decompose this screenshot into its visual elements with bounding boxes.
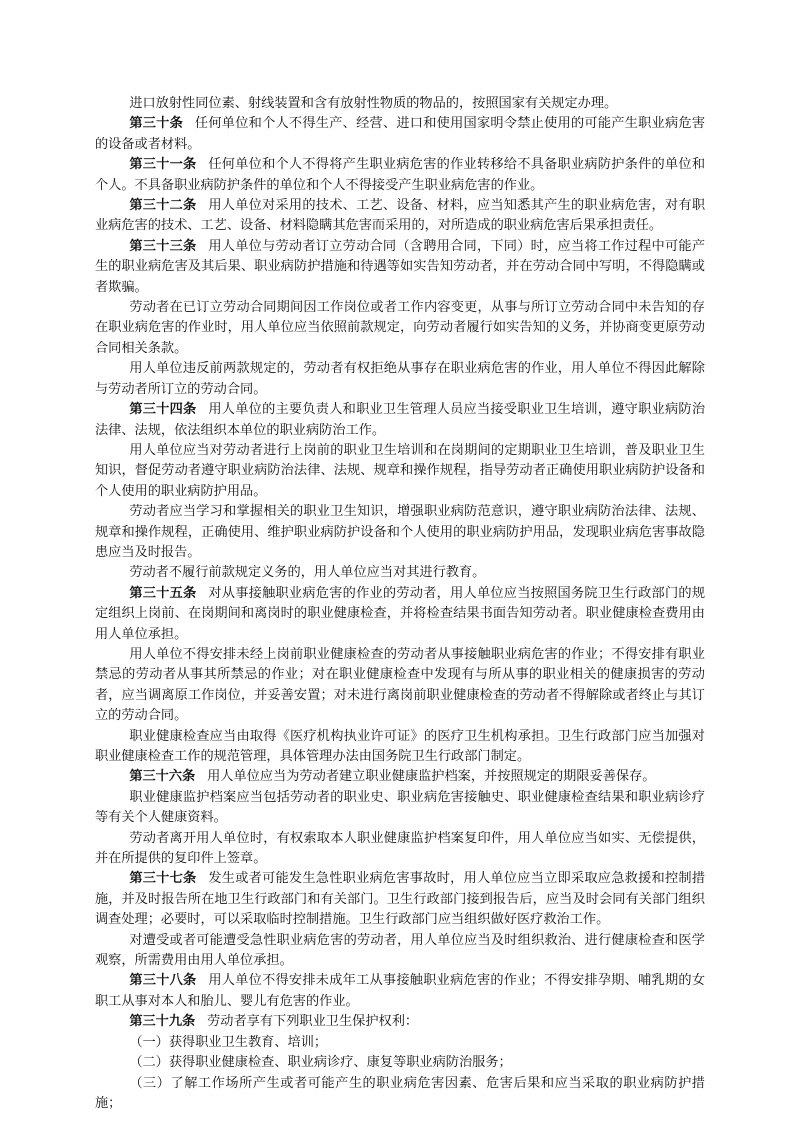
article-number: 第三十一条	[129, 157, 197, 173]
paragraph	[95, 584, 705, 645]
paragraph-text: 劳动者不履行前款规定义务的，用人单位应当对其进行教育。	[129, 565, 486, 581]
paragraph	[95, 767, 705, 787]
paragraph	[95, 1074, 705, 1115]
paragraph-text: 劳动者在已订立劳动合同期间因工作岗位或者工作内容变更，从事与所订立劳动合同中未告知的存在职业病危害的作业时，用人单位应当依照前款规定，向劳动者履行如实告知的义务，并协商变更原劳动合同相关条款。	[95, 300, 705, 356]
paragraph	[95, 359, 705, 400]
paragraph	[95, 645, 705, 727]
paragraph-text: 劳动者应当学习和掌握相关的职业卫生知识，增强职业病防范意识，遵守职业病防治法律、法规、规章和操作规程，正确使用、维护职业病防护设备和个人使用的职业病防护用品，发现职业病危害事故隐患应当及时报告。	[95, 504, 705, 560]
paragraph-text: 用人单位应当为劳动者建立职业健康监护档案，并按照规定的期限妥善保存。	[207, 769, 656, 785]
paragraph	[95, 869, 705, 930]
paragraph-text: 用人单位对采用的技术、工艺、设备、材料，应当知悉其产生的职业病危害，对有职业病危害的技术、工艺、设备、材料隐瞒其危害而采用的，对所造成的职业病危害后果承担责任。	[95, 198, 706, 234]
paragraph-text: 发生或者可能发生急性职业病危害事故时，用人单位应当立即采取应急救援和控制措施，并及时报告所在地卫生行政部门和有关部门。卫生行政部门接到报告后，应当及时会同有关部门组织调查处理；必要时，可以采取临时控制措施。卫生行政部门应当组织做好医疗救治工作。	[95, 871, 706, 928]
article-number: 第三十七条	[129, 871, 197, 887]
paragraph	[95, 1053, 705, 1073]
paragraph-text: 职业健康监护档案应当包括劳动者的职业史、职业病危害接触史、职业健康检查结果和职业病诊疗等有关个人健康资料。	[95, 789, 705, 826]
paragraph	[95, 788, 705, 829]
paragraph-text: 用人单位不得安排未成年工从事接触职业病危害的作业；不得安排孕期、哺乳期的女职工从事对本人和胎儿、婴儿有危害的作业。	[95, 973, 706, 1009]
paragraph-text: 劳动者享有下列职业卫生保护权利：	[207, 1014, 419, 1030]
paragraph	[95, 1012, 705, 1032]
article-number: 第三十六条	[129, 769, 196, 785]
article-number: 第三十四条	[129, 402, 197, 418]
paragraph	[95, 931, 705, 972]
article-number: 第三十八条	[129, 973, 197, 989]
paragraph-text: 进口放射性同位素、射线装置和含有放射性物质的物品的，按照国家有关规定办理。	[129, 96, 618, 111]
article-number: 第三十条	[129, 116, 184, 132]
paragraph	[95, 502, 705, 563]
paragraph	[95, 400, 705, 441]
paragraph-text: 用人单位应当对劳动者进行上岗前的职业卫生培训和在岗期间的定期职业卫生培训，普及职业卫生知识，督促劳动者遵守职业病防治法律、法规、规章和操作规程，指导劳动者正确使用职业病防护设备和个人使用的职业病防护用品。	[95, 442, 705, 499]
paragraph-text: 职业健康检查应当由取得《医疗机构执业许可证》的医疗卫生机构承担。卫生行政部门应当加强对职业健康检查工作的规范管理，具体管理办法由国务院卫生行政部门制定。	[95, 728, 705, 764]
paragraph-text: 任何单位和个人不得生产、经营、进口和使用国家明令禁止使用的可能产生职业病危害的设备或者材料。	[95, 116, 706, 152]
paragraph-text: （二）获得职业健康检查、职业病诊疗、康复等职业病防治服务；	[129, 1055, 512, 1071]
paragraph-text: 用人单位的主要负责人和职业卫生管理人员应当接受职业卫生培训，遵守职业病防治法律、法规，依法组织本单位的职业病防治工作。	[95, 402, 706, 438]
paragraph	[95, 155, 705, 196]
paragraph	[95, 441, 705, 502]
paragraph	[95, 114, 705, 155]
paragraph-text: 劳动者离开用人单位时，有权索取本人职业健康监护档案复印件，用人单位应当如实、无偿提供，并在所提供的复印件上签章。	[95, 830, 705, 867]
paragraph	[95, 727, 705, 768]
paragraph-text: （三）了解工作场所产生或者可能产生的职业病危害因素、危害后果和应当采取的职业病防护措施；	[95, 1075, 705, 1111]
paragraph	[95, 563, 705, 583]
article-number: 第三十三条	[129, 238, 197, 254]
article-number: 第三十二条	[129, 198, 197, 214]
document-page	[95, 94, 705, 1114]
article-number: 第三十九条	[129, 1014, 196, 1030]
paragraph-text: 对遭受或者可能遭受急性职业病危害的劳动者，用人单位应当及时组织救治、进行健康检查和医学观察，所需费用由用人单位承担。	[95, 932, 705, 969]
paragraph-text: （一）获得职业卫生教育、培训；	[129, 1034, 328, 1050]
paragraph	[95, 829, 705, 870]
paragraph	[95, 298, 705, 359]
paragraph-text: 用人单位不得安排未经上岗前职业健康检查的劳动者从事接触职业病危害的作业；不得安排有职业禁忌的劳动者从事其所禁忌的作业；对在职业健康检查中发现有与所从事的职业相关的健康损害的劳动者，应当调离原工作岗位，并妥善安置；对未进行离岗前职业健康检查的劳动者不得解除或者终止与其订立的劳动合同。	[95, 646, 705, 724]
paragraph-text: 用人单位与劳动者订立劳动合同（含聘用合同，下同）时，应当将工作过程中可能产生的职业病危害及其后果、职业病防护措施和待遇等如实告知劳动者，并在劳动合同中写明，不得隐瞒或者欺骗。	[95, 238, 706, 295]
paragraph	[95, 94, 705, 114]
paragraph-text: 用人单位违反前两款规定的，劳动者有权拒绝从事存在职业病危害的作业，用人单位不得因此解除与劳动者所订立的劳动合同。	[95, 361, 705, 397]
paragraph-text: 对从事接触职业病危害的作业的劳动者，用人单位应当按照国务院卫生行政部门的规定组织上岗前、在岗期间和离岗时的职业健康检查，并将检查结果书面告知劳动者。职业健康检查费用由用人单位承担。	[95, 585, 706, 642]
paragraph	[95, 196, 705, 237]
paragraph	[95, 237, 705, 298]
paragraph-text: 任何单位和个人不得将产生职业病危害的作业转移给不具备职业病防护条件的单位和个人。不具备职业病防护条件的单位和个人不得接受产生职业病危害的作业。	[95, 157, 706, 193]
paragraph	[95, 1033, 705, 1053]
article-number: 第三十五条	[129, 585, 197, 601]
paragraph	[95, 971, 705, 1012]
